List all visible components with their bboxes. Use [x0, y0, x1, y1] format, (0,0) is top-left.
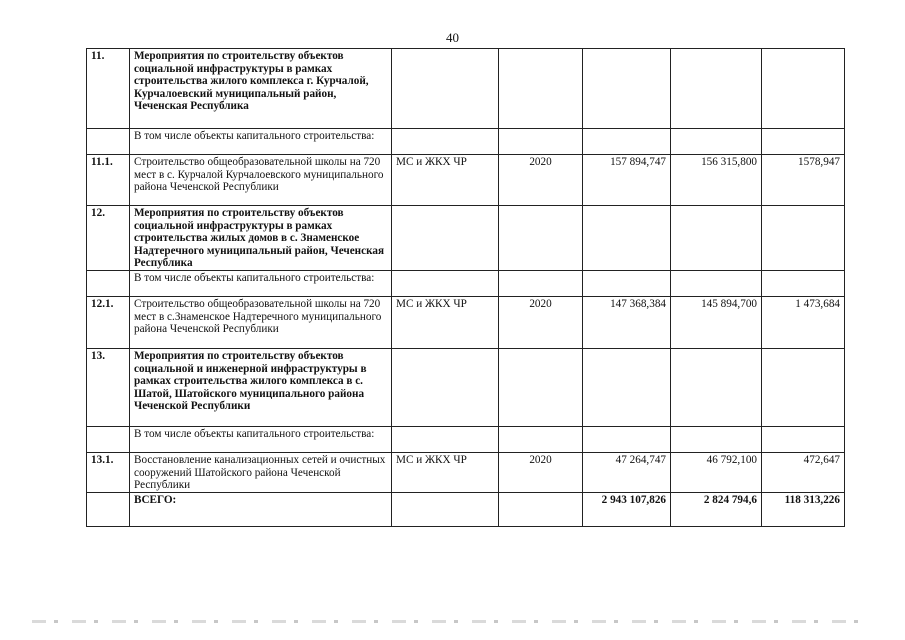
year-cell: 2020: [499, 155, 583, 206]
subsection-note: В том числе объекты капитального строительства:: [130, 129, 392, 155]
grand-total-cell: 2 943 107,826: [583, 492, 671, 526]
row-number: 12.: [87, 206, 130, 271]
regional-cell: 1 473,684: [762, 296, 845, 348]
row-number: [87, 270, 130, 296]
grand-regional-cell: 118 313,226: [762, 492, 845, 526]
total-cell: 147 368,384: [583, 296, 671, 348]
table-row: [87, 206, 845, 271]
section-title: Мероприятия по строительству объектов социальной и инженерной инфраструктуры в рамках строительства жилого комплекса в с. Шатой, Шатойского муниципального района Чеченской Республики: [130, 348, 392, 426]
year-cell: 2020: [499, 452, 583, 492]
federal-cell: 46 792,100: [671, 452, 762, 492]
total-cell: 157 894,747: [583, 155, 671, 206]
subsection-note: В том числе объекты капитального строительства:: [130, 426, 392, 452]
executor-cell: МС и ЖКХ ЧР: [392, 296, 499, 348]
section-title: Мероприятия по строительству объектов социальной инфраструктуры в рамках строительства жилого комплекса г. Курчалой, Курчалоевский муниципальный район, Чеченская Республика: [130, 49, 392, 129]
year-cell: 2020: [499, 296, 583, 348]
row-number: 13.: [87, 348, 130, 426]
total-cell: 47 264,747: [583, 452, 671, 492]
row-number: 11.1.: [87, 155, 130, 206]
subsection-note: В том числе объекты капитального строительства:: [130, 270, 392, 296]
item-name: Восстановление канализационных сетей и очистных сооружений Шатойского района Чеченской Республики: [130, 452, 392, 492]
executor-cell: МС и ЖКХ ЧР: [392, 452, 499, 492]
table-row: [87, 129, 845, 155]
item-name: Строительство общеобразовательной школы на 720 мест в с. Курчалой Курчалоевского муниципального района Чеченской Республики: [130, 155, 392, 206]
item-name: Строительство общеобразовательной школы на 720 мест в с.Знаменское Надтеречного муниципального района Чеченской Республики: [130, 296, 392, 348]
executor-cell: МС и ЖКХ ЧР: [392, 155, 499, 206]
section-title: Мероприятия по строительству объектов социальной инфраструктуры в рамках строительства жилых домов в с. Знаменское Надтеречного муниципальный район, Чеченская Республика: [130, 206, 392, 271]
row-number: 13.1.: [87, 452, 130, 492]
row-number: [87, 129, 130, 155]
table-row: [87, 348, 845, 426]
federal-cell: 156 315,800: [671, 155, 762, 206]
row-number: [87, 426, 130, 452]
federal-cell: 145 894,700: [671, 296, 762, 348]
table-row: [87, 270, 845, 296]
regional-cell: 472,647: [762, 452, 845, 492]
row-number: 12.1.: [87, 296, 130, 348]
regional-cell: 1578,947: [762, 155, 845, 206]
page-number: 40: [446, 30, 459, 45]
row-number: 11.: [87, 49, 130, 129]
scan-artifact-line: [32, 620, 872, 623]
table-row: [87, 452, 845, 492]
total-label: ВСЕГО:: [130, 492, 392, 526]
table-row: [87, 49, 845, 129]
grand-federal-cell: 2 824 794,6: [671, 492, 762, 526]
program-table: [86, 48, 845, 527]
table-row: [87, 296, 845, 348]
total-row: [87, 492, 845, 526]
table-row: [87, 426, 845, 452]
table-row: [87, 155, 845, 206]
